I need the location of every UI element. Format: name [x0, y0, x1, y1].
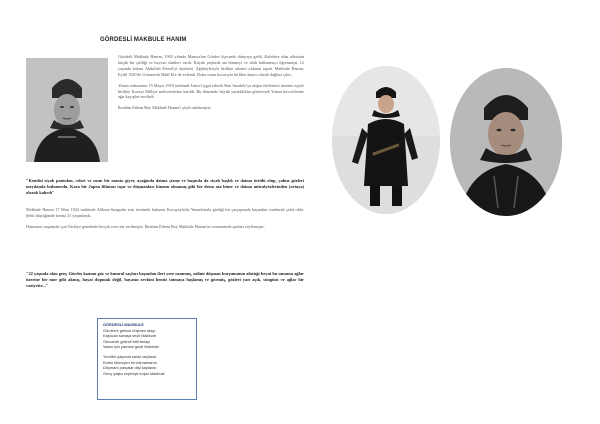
portrait-photo: [26, 58, 108, 162]
poem-line: Düşmanı parçalar dişi kaplandı: [103, 365, 157, 371]
poem-line: Vatan için yarıdan geçti Makbule: [103, 344, 159, 350]
middle-paragraph: Makbule Hanım 17 Mart 1922 tarihinde Alikase-Sungurlu sırtı üzerinde bulunan Kocayayla'da Yunanlılarla girdiği bir çarpışmada başından vurularak şehit oldu. Şehit düştüğünde henüz 21 yaşındaydı.: [26, 207, 304, 218]
poem-stanza-two: [103, 354, 191, 376]
reenactor-oval-photo: [332, 66, 440, 214]
intro-paragraph: Yunan ordusunun 15 Mayıs 1919 tarihinde İzmir'i işgal ederek Batı Anadolu'ya doğru ilerlemesi üzerine eşiyle birlikte Kuvayi Milliye müfrezelerine katıldı. Bu dönemde büyük yararlılıklar göstererek Yunan kuvvetlerine ağır kayıplar verdirdi.: [118, 82, 304, 100]
page-title: GÖRDESLİ MAKBULE HANIM: [100, 37, 187, 43]
poem-stanza-one: [103, 328, 191, 350]
middle-text: [26, 207, 304, 235]
poem-line: Yirmibir yaşında sanki ceylandı: [103, 353, 157, 359]
poem-title: GÖRDESLİ MAKBULE: [103, 322, 144, 327]
quote-two: "22 yaşında olan genç Gördes kızının göz ve kumral saçları başından ileri yere uzanmış, zalimi düşman kurşununun akıttığı beyni bu umumu ağlar üzerine bir mor gibi akmış, hayat dopmak değil, hayatın zevkini henüz tatmaya başlamış ve görmüş, gözleri yarı açık, süngüsü ve ağlar bir vaziyette...": [26, 271, 304, 289]
poem-line: Kaşlıcalı savaşa seçti Makbule: [103, 333, 156, 339]
quote-one: "Kendisi siyah pantolon, celset ve uzun bir manto giyer, ayağında daima çizme ve başında da siyah başlık ve daima örtülü olup, yalnız gözleri meydanda bulunurdu. Kara bir Japon filintası taşır ve düşmanları kinamı olmamış gibi bir dosta ata biner ve daima mitralyözlerinden (ortaya) olarak kalırdı": [26, 178, 304, 196]
middle-paragraph: Hatırasını yaşatmak için Türkiye genelinde birçok yere adı verilmiştir. İbrahim Ethem Bey Makbule Hanım'ın cenazesinde şunları söylemiştir:: [26, 223, 265, 229]
poem-line: Gördes'e girince düşmen alayı: [103, 327, 156, 333]
poem-line: Genç yaşta cepheye koştu Makbule: [103, 370, 165, 376]
intro-paragraph: Gördesli Makbule Hanım, 1902 yılında Manisa'nın Gördes ilçesinde dünyaya geldi. Kaledere olan ailesinin küçük bir çiftliği ve hayvan sürüleri vardı. Küçük yaşlarda ata binmeyi ve silah kullanmayı öğrenmişti. 12 yaşında babası Abdullah Efendi'yi kaybetti. Ağabeyleriyle birlikte ailenin yükünü taşıdı. Makbule Hanım, Eylül 1920'de Ustraneski Halil Efe ile evlendi. Daha sonra kocasıyla birlikte akıncı olarak dağlara çıktı.: [118, 54, 304, 77]
poem-line: Gencecik gelindi bitti belayı: [103, 338, 151, 344]
intro-text: [118, 54, 304, 116]
intro-paragraph: İbrahim Ethem Bey Makbule Hanım'ı şöyle anlatmıştır:: [118, 105, 212, 111]
painted-oval-portrait: [450, 68, 562, 216]
poem-box: [97, 318, 197, 400]
poem-line: Korku bilmeyen bir kahramandı: [103, 359, 157, 365]
